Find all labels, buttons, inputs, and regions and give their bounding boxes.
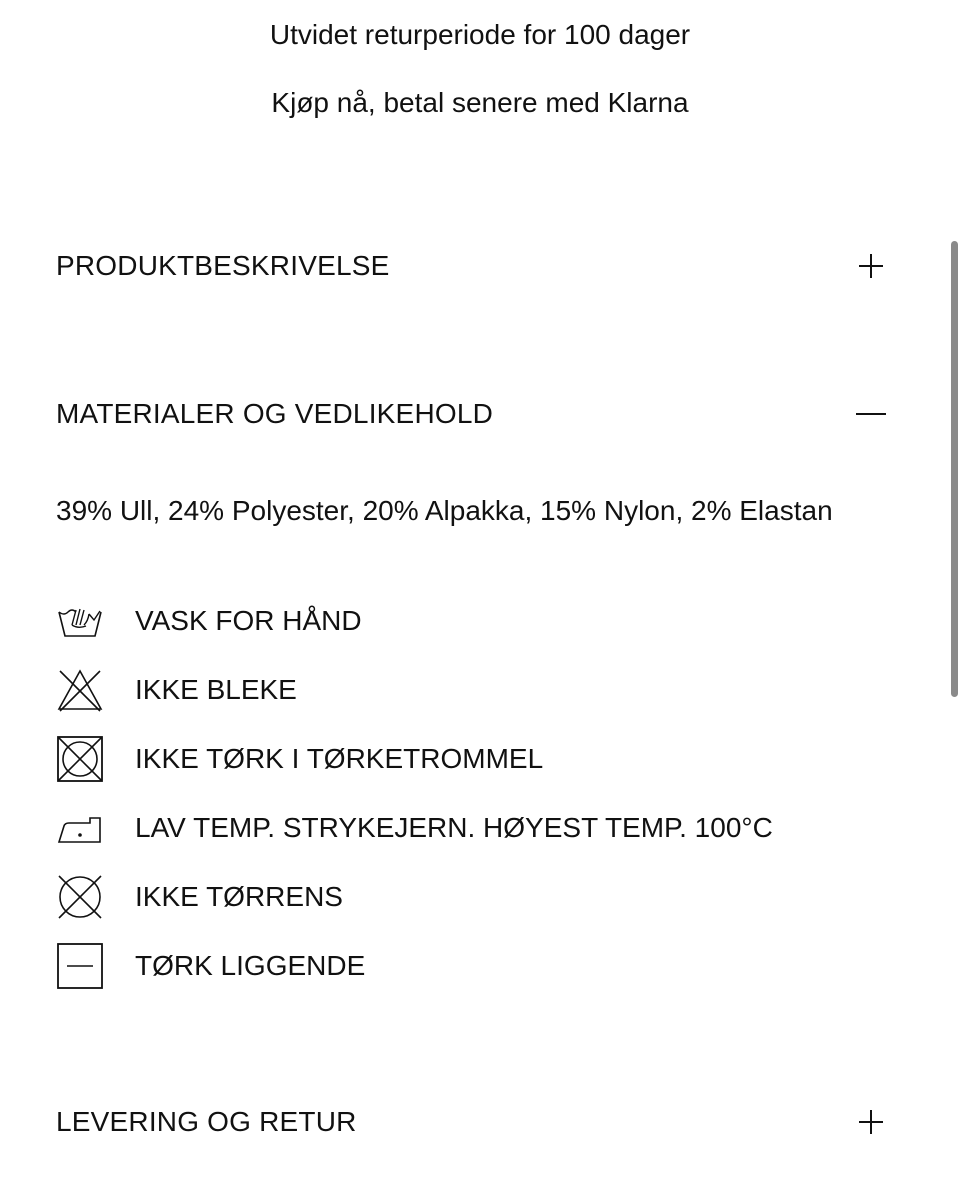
material-composition: 39% Ull, 24% Polyester, 20% Alpakka, 15% Nylon, 2% Elastan	[56, 495, 833, 526]
care-label: IKKE BLEKE	[135, 673, 297, 705]
care-item-do-not-dry-clean	[56, 862, 890, 931]
care-item-iron-low	[56, 793, 890, 862]
iron-low-temperature-icon	[56, 804, 104, 852]
accordion-title: MATERIALER OG VEDLIKEHOLD	[56, 398, 494, 429]
care-instructions-list	[56, 586, 890, 1000]
accordion-title: PRODUKTBESKRIVELSE	[56, 250, 390, 281]
do-not-dry-clean-icon	[56, 873, 104, 921]
care-label: TØRK LIGGENDE	[135, 949, 366, 981]
plus-icon[interactable]	[856, 1107, 886, 1137]
accordion-title: LEVERING OG RETUR	[56, 1106, 357, 1137]
accordion-delivery-returns[interactable]	[56, 1097, 890, 1147]
klarna-payment-text: Kjøp nå, betal senere med Klarna	[271, 87, 689, 118]
plus-icon[interactable]	[856, 251, 886, 281]
do-not-tumble-dry-icon	[56, 735, 104, 783]
accordion-materials-care[interactable]	[56, 389, 890, 439]
care-item-hand-wash	[56, 586, 890, 655]
care-item-do-not-tumble-dry	[56, 724, 890, 793]
care-item-do-not-bleach	[56, 655, 890, 724]
accordion-product-description[interactable]	[56, 241, 890, 291]
return-period-text: Utvidet returperiode for 100 dager	[269, 19, 691, 50]
dry-flat-icon	[56, 942, 104, 990]
care-label: IKKE TØRRENS	[135, 880, 343, 912]
care-label: IKKE TØRK I TØRKETROMMEL	[135, 742, 544, 774]
vertical-scrollbar[interactable]	[951, 241, 958, 697]
do-not-bleach-icon	[56, 666, 104, 714]
hand-wash-icon	[56, 597, 104, 645]
care-label: VASK FOR HÅND	[135, 604, 362, 636]
minus-icon[interactable]	[856, 399, 886, 429]
care-label: LAV TEMP. STRYKEJERN. HØYEST TEMP. 100°C	[135, 811, 773, 843]
care-item-dry-flat	[56, 931, 890, 1000]
